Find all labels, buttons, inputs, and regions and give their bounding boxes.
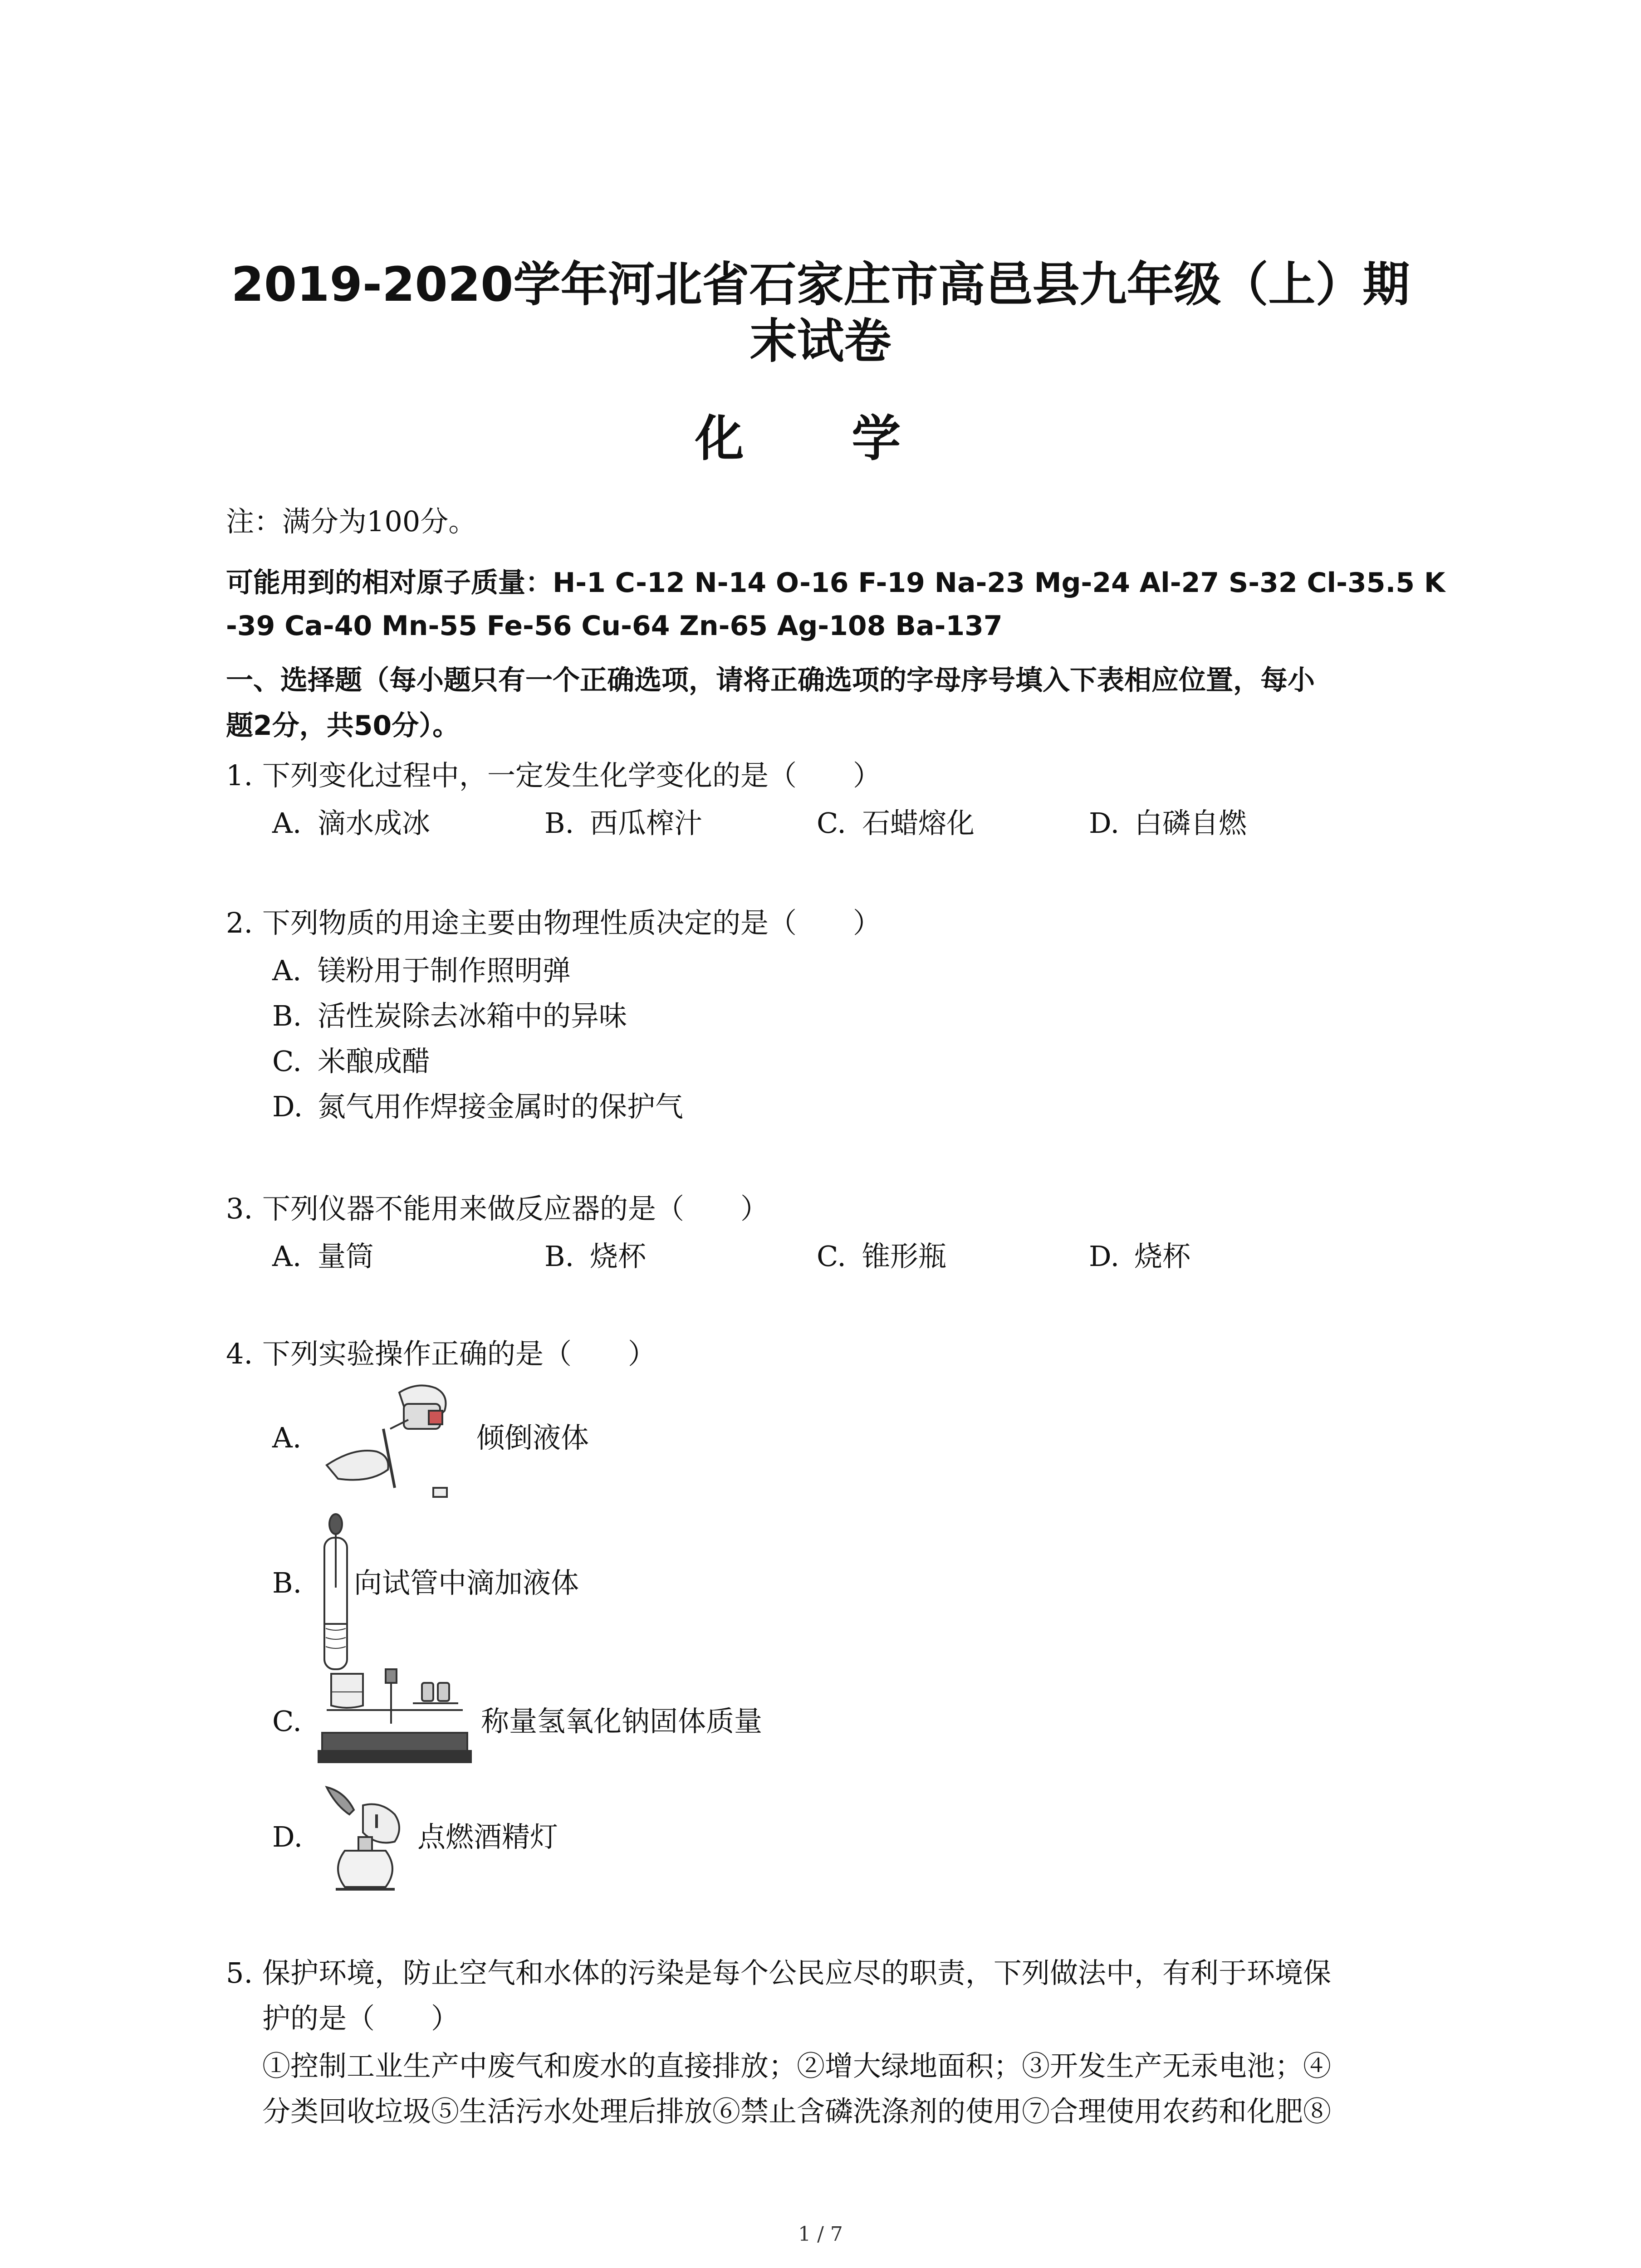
q2-option-b: B. 活性炭除去冰箱中的异味 bbox=[272, 999, 627, 1032]
q4-option-a-text: 倾倒液体 bbox=[476, 1421, 589, 1454]
exam-title-line2: 末试卷 bbox=[749, 313, 892, 369]
q3-option-b: B. 烧杯 bbox=[544, 1240, 647, 1273]
pouring-liquid-illustration bbox=[318, 1379, 463, 1510]
q2-option-c: C. 米酿成醋 bbox=[272, 1045, 431, 1078]
question-1 bbox=[226, 758, 881, 794]
question-2: 2. 下列物质的用途主要由物理性质决定的是（ ） bbox=[226, 906, 882, 939]
q4-option-c-letter: C. bbox=[272, 1705, 302, 1738]
question-stem: 下列仪器不能用来做反应器的是（ ） bbox=[262, 1192, 769, 1225]
page-number: 1 / 7 bbox=[798, 2223, 843, 2246]
question-stem: 下列物质的用途主要由物理性质决定的是（ ） bbox=[262, 906, 882, 939]
q4-option-b-text: 向试管中滴加液体 bbox=[354, 1566, 579, 1599]
alcohol-lamp-illustration bbox=[318, 1783, 413, 1901]
score-note: 注：满分为100分。 bbox=[226, 505, 477, 538]
q3-option-c: C. 锥形瓶 bbox=[817, 1240, 947, 1273]
atomic-mass-line1: 可能用到的相对原子质量：H-1 C-12 N-14 O-16 F-19 Na-23 Mg-24 Al-27 S-32 Cl-35.5 K bbox=[226, 567, 1445, 599]
subject-heading: 化 学 bbox=[695, 411, 946, 467]
question-5-line2: 护的是（ ） bbox=[262, 2002, 460, 2035]
q4-option-c-text: 称量氢氧化钠固体质量 bbox=[481, 1705, 763, 1738]
q4-option-d-letter: D. bbox=[272, 1820, 303, 1853]
question-3: 3. 下列仪器不能用来做反应器的是（ ） bbox=[226, 1192, 769, 1225]
q2-option-a: A. 镁粉用于制作照明弹 bbox=[272, 954, 571, 987]
question-stem: 下列变化过程中，一定发生化学变化的是（ ） bbox=[262, 759, 882, 792]
exam-title-line1: 2019-2020学年河北省石家庄市高邑县九年级（上）期 bbox=[231, 257, 1410, 312]
q4-option-b-letter: B. bbox=[272, 1566, 302, 1599]
section1-heading-line1: 一、选择题（每小题只有一个正确选项，请将正确选项的字母序号填入下表相应位置，每小 bbox=[226, 665, 1315, 696]
question-stem: 下列实验操作正确的是（ ） bbox=[262, 1337, 656, 1370]
question-number: 1. bbox=[226, 759, 253, 792]
q1-option-c: C. 石蜡熔化 bbox=[817, 807, 975, 840]
question-stem: 保护环境，防止空气和水体的污染是每个公民应尽的职责，下列做法中，有利于环境保 bbox=[262, 1956, 1332, 1989]
q1-option-d: D. 白磷自燃 bbox=[1089, 807, 1247, 840]
q4-option-d-text: 点燃酒精灯 bbox=[417, 1820, 558, 1853]
question-4: 4. 下列实验操作正确的是（ ） bbox=[226, 1337, 656, 1370]
question-5-line1: 5. 保护环境，防止空气和水体的污染是每个公民应尽的职责，下列做法中，有利于环境保 bbox=[226, 1956, 1332, 1989]
balance-scale-illustration bbox=[318, 1665, 472, 1769]
q1-option-b: B. 西瓜榨汁 bbox=[544, 807, 703, 840]
atomic-mass-line2: -39 Ca-40 Mn-55 Fe-56 Cu-64 Zn-65 Ag-108 Ba-137 bbox=[226, 610, 1003, 642]
q2-option-d: D. 氮气用作焊接金属时的保护气 bbox=[272, 1090, 684, 1123]
question-5-line4: 分类回收垃圾⑤生活污水处理后排放⑥禁止含磷洗涤剂的使用⑦合理使用农药和化肥⑧ bbox=[262, 2095, 1332, 2128]
section1-heading-line2: 题2分，共50分）。 bbox=[226, 710, 460, 742]
q3-option-a: A. 量筒 bbox=[272, 1240, 374, 1273]
dropper-test-tube-illustration bbox=[318, 1510, 354, 1678]
question-5-line3: ①控制工业生产中废气和废水的直接排放；②增大绿地面积；③开发生产无汞电池；④ bbox=[262, 2049, 1332, 2082]
q1-option-a: A. 滴水成冰 bbox=[272, 807, 431, 840]
q4-option-a-letter: A. bbox=[272, 1421, 302, 1454]
q3-option-d: D. 烧杯 bbox=[1089, 1240, 1191, 1273]
